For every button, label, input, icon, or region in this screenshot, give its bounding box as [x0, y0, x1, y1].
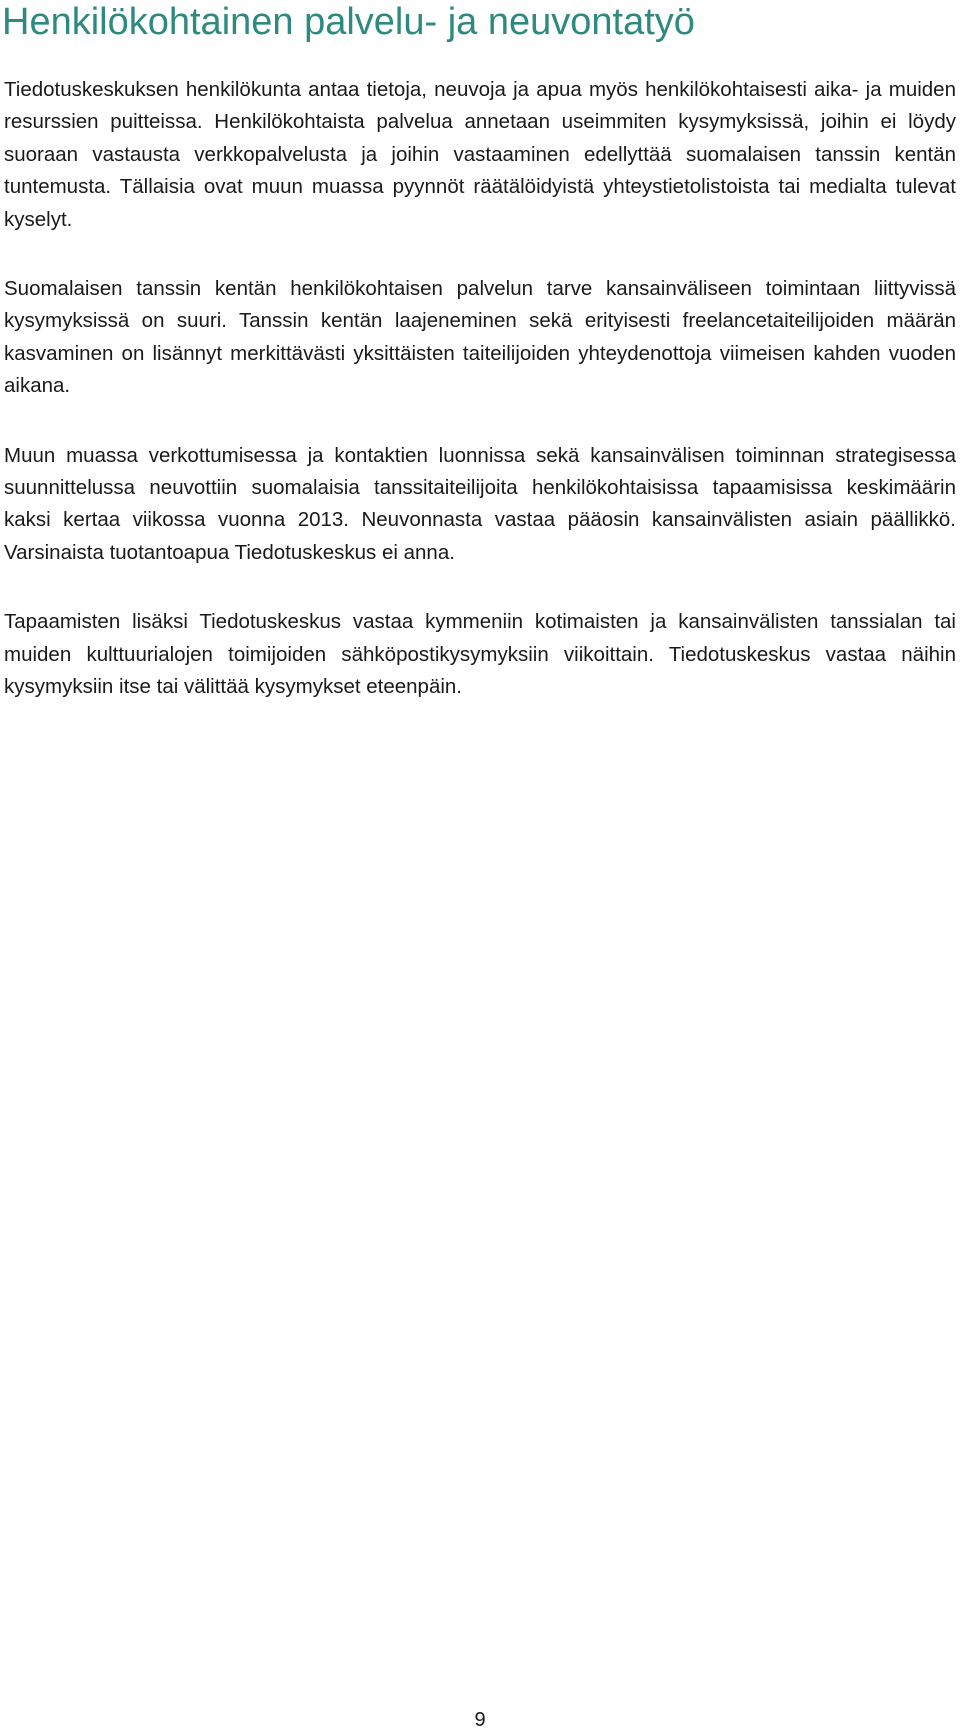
body-text	[4, 74, 956, 741]
section-heading: Henkilökohtainen palvelu- ja neuvontatyö	[2, 1, 695, 43]
paragraph: Tiedotuskeskuksen henkilökunta antaa tietoja, neuvoja ja apua myös henkilökohtaisesti aika- ja muiden resurssien puitteissa. Henkilökohtaista palvelua annetaan useimmiten kysymyksissä, joihin ei löydy suoraan vastausta verkkopalvelusta ja joihin vastaaminen edellyttää suomalaisen tanssin kentän tuntemusta. Tällaisia ovat muun muassa pyynnöt räätälöidyistä yhteystietolistoista tai medialta tulevat kyselyt.	[4, 78, 956, 231]
paragraph: Tapaamisten lisäksi Tiedotuskeskus vastaa kymmeniin kotimaisten ja kansainvälisten tanssialan tai muiden kulttuurialojen toimijoiden sähköpostikysymyksiin viikoittain. Tiedotuskeskus vastaa näihin kysymyksiin itse tai välittää kysymykset eteenpäin.	[4, 610, 956, 699]
page-number: 9	[474, 1709, 486, 1731]
paragraph: Suomalaisen tanssin kentän henkilökohtaisen palvelun tarve kansainväliseen toimintaan liittyvissä kysymyksissä on suuri. Tanssin kentän laajeneminen sekä erityisesti freelancetaiteilijoiden määrän kasvaminen on lisännyt merkittävästi yksittäisten taiteilijoiden yhteydenottoja viimeisen kahden vuoden aikana.	[4, 277, 956, 398]
paragraph: Muun muassa verkottumisessa ja kontaktien luonnissa sekä kansainvälisen toiminnan strategisessa suunnittelussa neuvottiin suomalaisia tanssitaiteilijoita henkilökohtaisissa tapaamisissa keskimäärin kaksi kertaa viikossa vuonna 2013. Neuvonnasta vastaa pääosin kansainvälisten asiain päällikkö. Varsinaista tuotantoapua Tiedotuskeskus ei anna.	[4, 443, 956, 564]
